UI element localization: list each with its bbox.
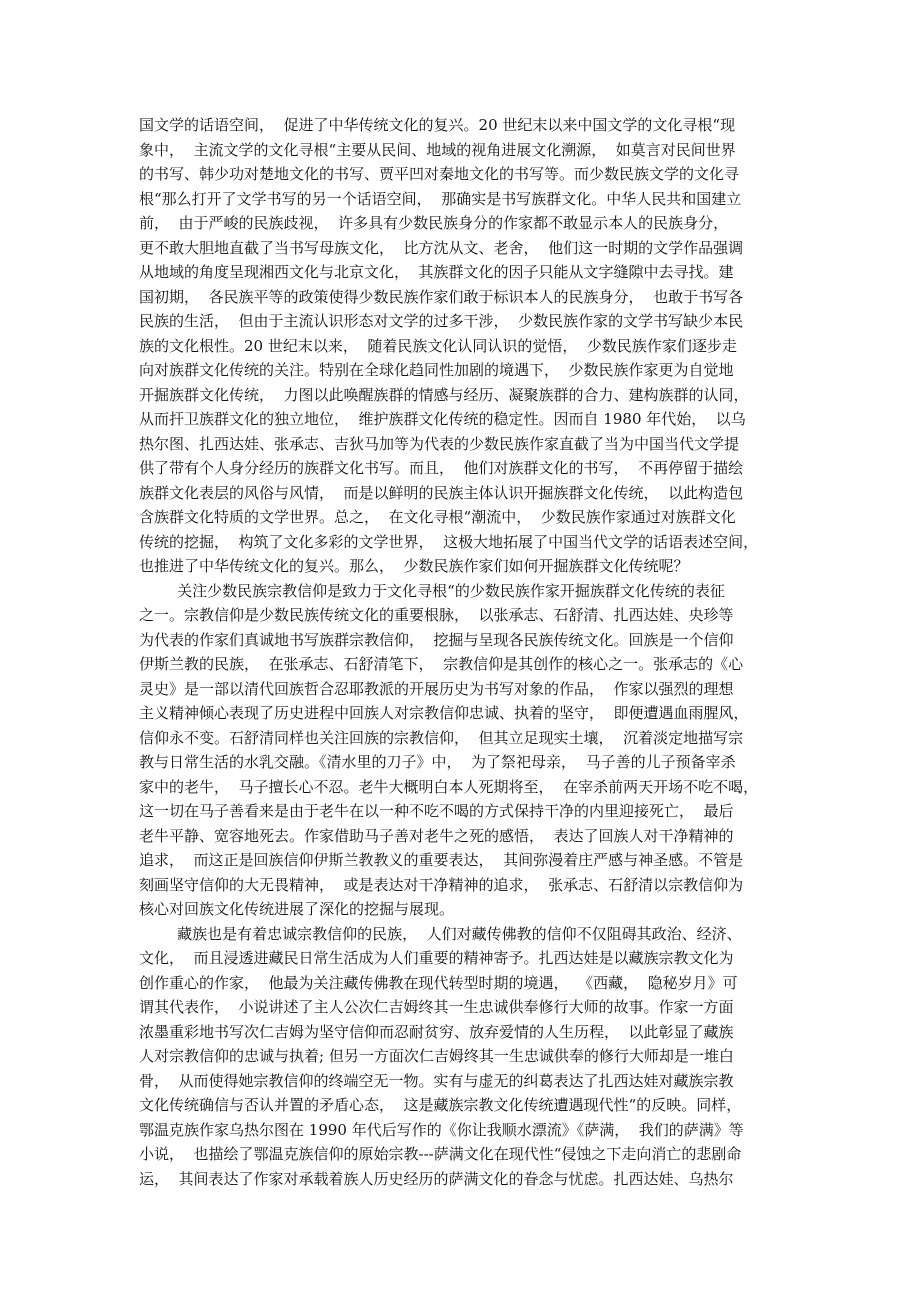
text-line: 藏族也是有着忠诚宗教信仰的民族， 人们对藏传佛教的信仰不仅阻碍其政治、经济、 (139, 924, 742, 943)
text-line: 含族群文化特质的文学世界。总之， 在文化寻根“潮流中， 少数民族作家通过对族群文化 (139, 508, 736, 526)
text-line: 热尔图、扎西达娃、张承志、吉狄马加等为代表的少数民族作家直截了当为中国当代文学提 (139, 434, 740, 453)
text-line: 这一切在马子善看来是由于老牛在以一种不吃不喝的方式保持干净的内里迎接死亡， 最后 (139, 802, 734, 820)
text-line: 族群文化表层的风俗与风情， 而是以鲜明的民族主体认识开掘族群文化传统， 以此构造包 (139, 483, 744, 502)
text-line: 根“那么打开了文学书写的另一个话语空间， 那确实是书写族群文化。中华人民共和国建立 (139, 189, 742, 208)
text-line: 核心对回族文化传统进展了深化的挖掘与展现。 (139, 900, 455, 918)
text-line: 刻画坚守信仰的大无畏精神， 或是表达对干净精神的追求， 张承志、石舒清以宗教信仰为 (139, 875, 744, 894)
text-line: 族的文化根性。20 世纪末以来， 随着民族文化认同认识的觉悟， 少数民族作家们逐步走 (139, 336, 737, 355)
text-line: 国初期， 各民族平等的政策使得少数民族作家们敢于标识本人的民族身分， 也敢于书写各 (139, 287, 744, 306)
text-line: 谓其代表作， 小说讲述了主人公次仁吉姆终其一生忠诚供奉修行大师的故事。作家一方面 (139, 998, 734, 1016)
text-line: 文化传统确信与否认并置的矛盾心态， 这是藏族宗教文化传统遭遇现代性“的反映。同样， (139, 1096, 742, 1114)
text-line: 创作重心的作家， 他最为关注藏传佛教在现代转型时期的境遇， 《西藏， 隐秘岁月》可 (139, 973, 738, 992)
text-line: 信仰永不变。石舒清同样也关注回族的宗教信仰， 但其立足现实土壤， 沉着淡定地描写宗 (139, 728, 744, 747)
text-line: 民族的生活， 但由于主流认识形态对文学的过多干涉， 少数民族作家的文学书写缺少本民 (139, 312, 744, 330)
text-line: 浓墨重彩地书写次仁吉姆为坚守信仰而忍耐贫穷、放弃爱情的人生历程， 以此彰显了藏族 (139, 1022, 734, 1041)
text-line: 的书写、韩少功对楚地文化的书写、贾平凹对秦地文化的书写等。而少数民族文学的文化寻 (139, 165, 740, 183)
body-text (139, 113, 789, 1191)
text-line: 关注少数民族宗教信仰是致力于文化寻根“的少数民族作家开掘族群文化传统的表征 (139, 581, 725, 600)
text-line: 文化， 而且浸透进藏民日常生活成为人们重要的精神寄予。扎西达娃是以藏族宗教文化为 (139, 949, 734, 967)
text-line: 向对族群文化传统的关注。特别在全球化趋同性加剧的境遇下， 少数民族作家更为自觉地 (139, 361, 734, 379)
text-line: 从地域的角度呈现湘西文化与北京文化， 其族群文化的因子只能从文字缝隙中去寻找。建 (139, 263, 734, 281)
text-line: 家中的老牛， 马子擅长心不忍。老牛大概明白本人死期将至， 在宰杀前两天开场不吃不喝， (139, 777, 759, 796)
text-line: 人对宗教信仰的忠诚与执着; 但另一方面次仁吉姆终其一生忠诚供奉的修行大师却是一堆白 (139, 1047, 734, 1065)
text-line: 老牛平静、宽容地死去。作家借助马子善对老牛之死的感悟， 表达了回族人对干净精神的 (139, 826, 734, 845)
text-line: 供了带有个人身分经历的族群文化书写。而且， 他们对族群文化的书写， 不再停留于描绘 (139, 459, 744, 477)
text-line: 象中， 主流文学的文化寻根“主要从民间、地域的视角进展文化溯源， 如莫言对民间世界 (139, 140, 736, 159)
text-line: 追求， 而这正是回族信仰伊斯兰教教义的重要表达， 其间弥漫着庄严感与神圣感。不管是 (139, 851, 744, 869)
text-line: 伊斯兰教的民族， 在张承志、石舒清笔下， 宗教信仰是其创作的核心之一。张承志的《心 (139, 655, 744, 673)
text-line: 从而扞卫族群文化的独立地位， 维护族群文化传统的稳定性。因而自 1980 年代始， 以乌 (139, 410, 746, 428)
text-line: 为代表的作家们真诚地书写族群宗教信仰， 挖掘与呈现各民族传统文化。回族是一个信仰 (139, 630, 734, 649)
text-line: 小说， 也描绘了鄂温克族信仰的原始宗教---萨满文化在现代性“侵蚀之下走向消亡的悲剧命 (139, 1145, 742, 1163)
text-line: 主义精神倾心表现了历史进程中回族人对宗教信仰忠诚、执着的坚守， 即便遭遇血雨腥风， (139, 704, 749, 722)
text-line: 开掘族群文化传统， 力图以此唤醒族群的情感与经历、凝聚族群的合力、建构族群的认同， (139, 385, 749, 404)
text-line: 传统的挖掘， 构筑了文化多彩的文学世界， 这极大地拓展了中国当代文学的话语表述空间， (139, 532, 759, 551)
text-line: 前， 由于严峻的民族歧视， 许多具有少数民族身分的作家都不敢显示本人的民族身分， (139, 214, 729, 232)
text-line: 国文学的话语空间， 促进了中华传统文化的复兴。20 世纪末以来中国文学的文化寻根“现 (139, 116, 736, 134)
text-line: 运， 其间表达了作家对承载着族人历史经历的萨满文化的眷念与忧虑。扎西达娃、乌热尔 (139, 1169, 734, 1188)
text-line: 灵史》是一部以清代回族哲合忍耶教派的开展历史为书写对象的作品， 作家以强烈的理想 (139, 679, 734, 698)
text-line: 之一。宗教信仰是少数民族传统文化的重要根脉， 以张承志、石舒清、扎西达娃、央珍等 (139, 606, 734, 624)
text-line: 教与日常生活的水乳交融。《清水里的刀子》中， 为了祭祀母亲， 马子善的儿子预备宰杀 (139, 753, 736, 771)
text-line: 也推进了中华传统文化的复兴。那么， 少数民族作家们如何开掘族群文化传统呢？ (139, 557, 689, 575)
text-line: 骨， 从而使得她宗教信仰的终端空无一物。实有与虚无的纠葛表达了扎西达娃对藏族宗教 (139, 1071, 734, 1090)
text-line: 鄂温克族作家乌热尔图在 1990 年代后写作的《你让我顺水漂流》《萨满， 我们的萨满》等 (139, 1120, 744, 1139)
text-line: 更不敢大胆地直截了当书写母族文化， 比方沈从文、老舍， 他们这一时期的文学作品强调 (139, 238, 744, 257)
